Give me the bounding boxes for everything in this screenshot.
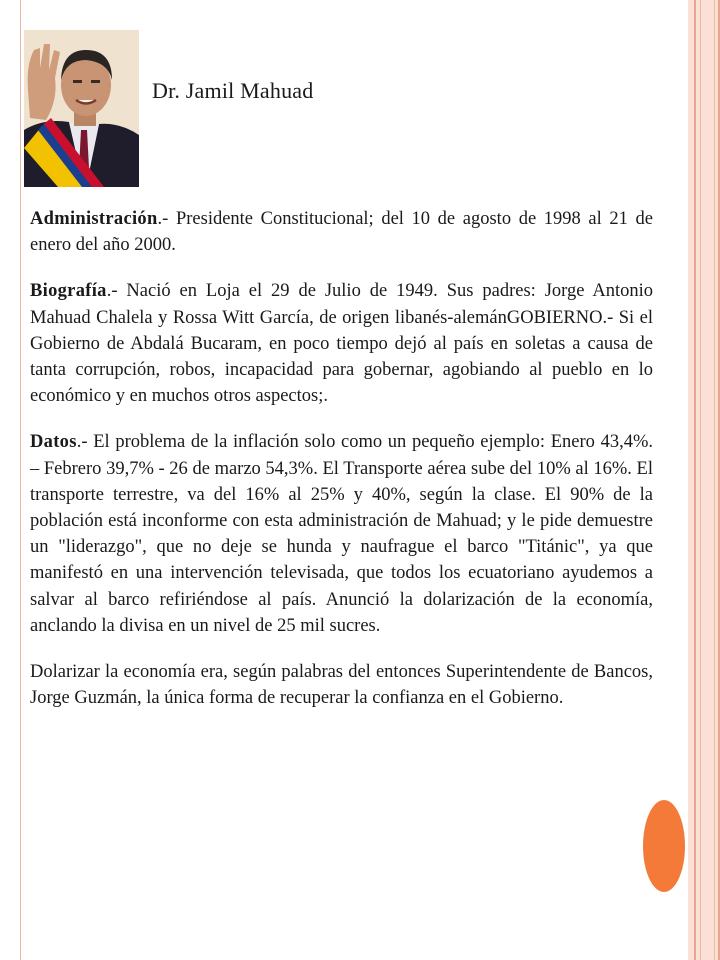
text-biografia: .- Nació en Loja el 29 de Julio de 1949. Sus padres: Jorge Antonio Mahuad Chalela y Rossa Witt García, de origen libanés-alemánGOBIERNO.- Si el Gobierno de Abdalá Bucaram, en poco tiempo dejó al país en soletas a causa de tanta corrupción, robos, incapacidad para gobernar, agobiando al pueblo en lo económico y en muchos otros aspectos;.	[30, 281, 653, 407]
text-dolarizar: Dolarizar la economía era, según palabras del entonces Superintendente de Bancos, Jorge Guzmán, la única forma de recuperar la confianza en el Gobierno.	[30, 662, 653, 709]
lead-datos: Datos	[30, 432, 77, 453]
paragraph-datos	[30, 429, 653, 639]
band-line	[714, 0, 715, 960]
portrait-illustration	[24, 30, 139, 187]
lead-biografia: Biografía	[30, 281, 107, 302]
paragraph-biografia	[30, 278, 653, 409]
body-text	[30, 206, 653, 731]
right-decorative-band	[688, 0, 720, 960]
page-title: Dr. Jamil Mahuad	[152, 78, 314, 103]
band-line	[694, 0, 696, 960]
orange-oval-decoration	[643, 800, 685, 892]
paragraph-dolarizar	[30, 659, 653, 711]
paragraph-administracion	[30, 206, 653, 258]
left-border-rule	[20, 0, 21, 960]
text-administracion: .- Presidente Constitucional; del 10 de agosto de 1998 al 21 de enero del año 2000.	[30, 209, 653, 256]
portrait-photo	[24, 30, 139, 187]
text-datos: .- El problema de la inflación solo como un pequeño ejemplo: Enero 43,4%. – Febrero 39,7% - 26 de marzo 54,3%. El Transporte aérea sube del 10% al 16%. El transporte terrestre, va del 16% al 25% y 40%, según la clase. El 90% de la población está inconforme con esta administración de Mahuad; y le pide demuestre un "liderazgo", que no deje se hunda y naufrague el barco "Titánic", ya que manifestó en una intervención televisada, que todos los ecuatoriano ayudemos a salvar al barco refiriéndose al país. Anunció la dolarización de la economía, anclando la divisa en un nivel de 25 mil sucres.	[30, 432, 653, 636]
band-line	[700, 0, 701, 960]
lead-administracion: Administración	[30, 209, 158, 229]
